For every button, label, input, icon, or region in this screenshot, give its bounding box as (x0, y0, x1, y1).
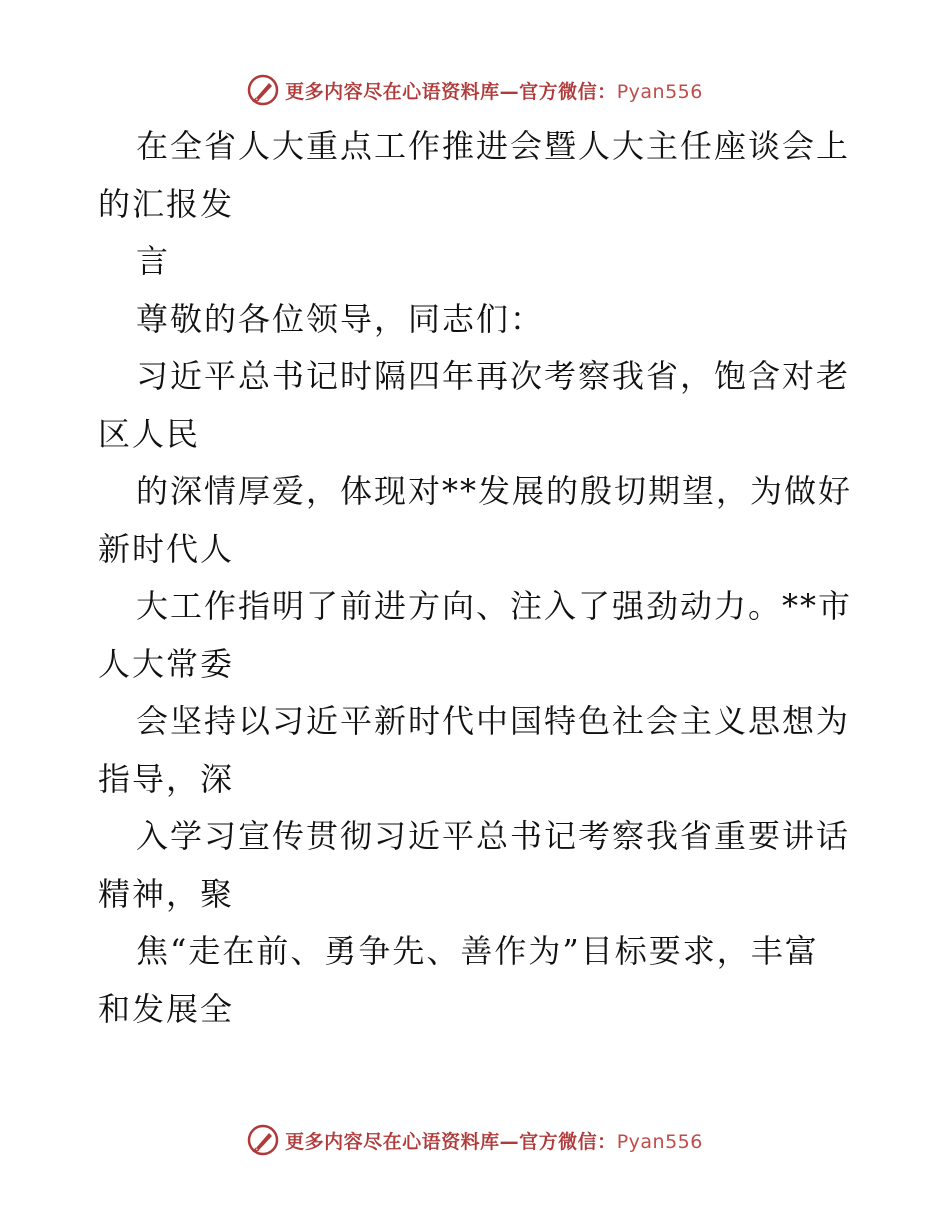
text-line: 区人民 (98, 414, 201, 453)
text-line: 焦“走在前、勇争先、善作为”目标要求，丰富 (136, 932, 819, 970)
text-line: 的汇报发 (98, 184, 235, 223)
watermark-wechat-label: 官方微信： (519, 1130, 617, 1153)
watermark-separator: — (499, 1130, 520, 1153)
watermark-separator: — (499, 80, 520, 103)
watermark-main-text: 更多内容尽在心语资料库 (285, 1130, 500, 1153)
watermark-wechat-id: Pyan556 (616, 1130, 703, 1153)
text-line: 言 (136, 242, 171, 280)
watermark-main-text: 更多内容尽在心语资料库 (285, 80, 500, 103)
text-line: 指导，深 (98, 759, 235, 798)
quill-pen-icon (247, 74, 279, 106)
text-line: 在全省人大重点工作推进会暨人大主任座谈会上 (136, 127, 851, 165)
watermark-wechat-id: Pyan556 (616, 80, 703, 103)
text-line: 习近平总书记时隔四年再次考察我省，饱含对老 (136, 357, 851, 395)
text-line: 会坚持以习近平新时代中国特色社会主义思想为 (136, 702, 851, 740)
footer-watermark (0, 1120, 950, 1160)
text-line: 精神，聚 (98, 874, 235, 913)
quill-pen-icon (247, 1124, 279, 1156)
text-line: 的深情厚爱，体现对**发展的殷切期望，为做好 (136, 472, 853, 510)
text-line: 入学习宣传贯彻习近平总书记考察我省重要讲话 (136, 817, 851, 855)
document-body (98, 118, 858, 1038)
watermark-text (285, 1127, 703, 1154)
watermark-text (285, 77, 703, 104)
text-line: 人大常委 (98, 644, 235, 683)
text-line: 和发展全 (98, 989, 235, 1028)
text-line: 尊敬的各位领导，同志们： (136, 299, 545, 338)
text-line: 新时代人 (98, 529, 235, 568)
text-line: 大工作指明了前进方向、注入了强劲动力。**市 (136, 587, 853, 625)
watermark-wechat-label: 官方微信： (519, 80, 617, 103)
header-watermark (0, 70, 950, 110)
